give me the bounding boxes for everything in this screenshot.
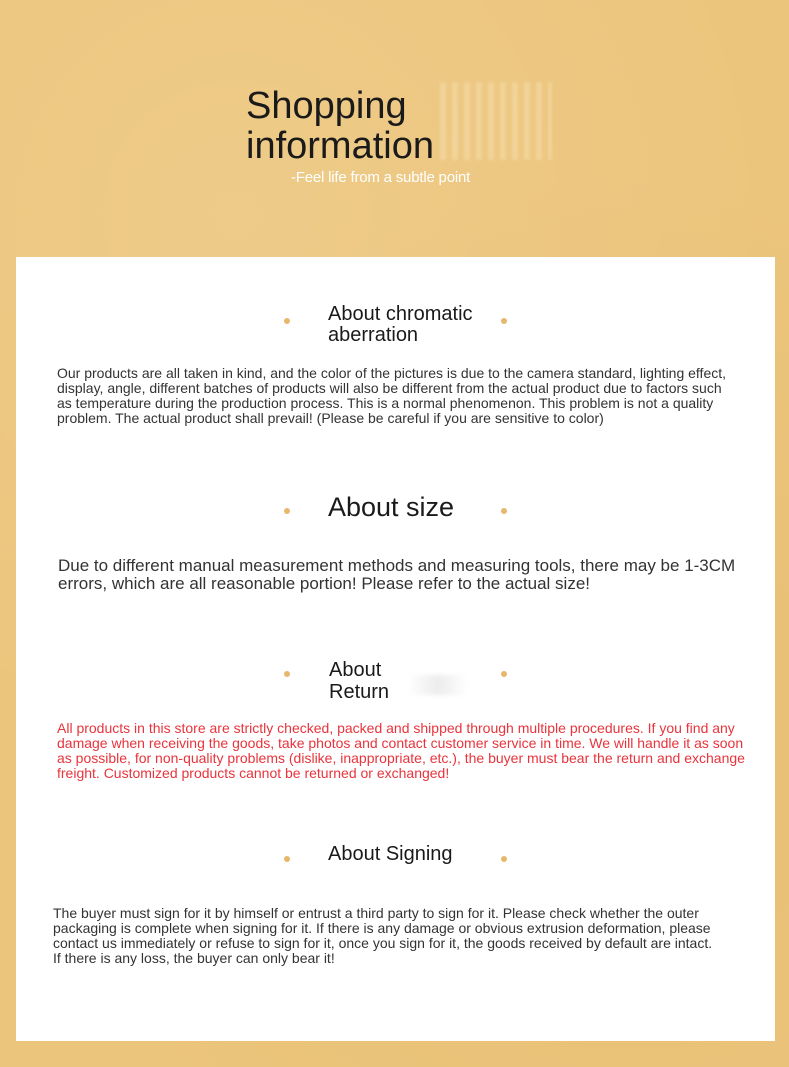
heading-watermark [408,675,468,695]
info-card [16,257,775,1041]
section-bullet-right-icon [501,856,507,862]
section-heading-return: About Return [329,659,390,703]
section-body-return: All products in this store are strictly checked, packed and shipped through multiple procedures. If you find any damage when receiving the goods, take photos and contact customer service in time. We will handle it as soon as possible, for non-quality problems (dislike, inappropriate, etc.), the buyer must bear the return and exchange freight. Customized products cannot be returned or exchanged! [57,720,745,781]
page-title-line-2: information [246,125,434,167]
title-watermark [440,82,552,160]
section-body-size: Due to different manual measurement methods and measuring tools, there may be 1-3CM errors, which are all reasonable portion! Please refer to the actual size! [58,556,736,593]
section-bullet-left-icon [284,856,290,862]
section-bullet-right-icon [501,671,507,677]
page-title [246,86,434,166]
page-title-line-1: Shopping [246,85,407,127]
section-heading-chromatic-aberration: About chromatic aberration [328,303,473,346]
section-bullet-right-icon [501,318,507,324]
page-subtitle: -Feel life from a subtle point [291,169,471,186]
section-heading-size: About size [328,492,455,522]
section-body-signing: The buyer must sign for it by himself or entrust a third party to sign for it. Please check whether the outer packaging is complete when signing for it. If there is any damage or obvious extrusion deformation, please contact us immediately or refuse to sign for it, once you sign for it, the goods received by default are intact. If there is any loss, the buyer can only bear it! [53,905,713,966]
section-body-chromatic-aberration: Our products are all taken in kind, and the color of the pictures is due to the camera standard, lighting effect, display, angle, different batches of products will also be different from the actual product due to factors such as temperature during the production process. This is a normal phenomenon. This problem is not a quality problem. The actual product shall prevail! (Please be careful if you are sensitive to color) [57,365,727,426]
section-bullet-left-icon [284,508,290,514]
section-heading-signing: About Signing [328,843,453,865]
section-bullet-right-icon [501,508,507,514]
section-bullet-left-icon [284,671,290,677]
section-bullet-left-icon [284,318,290,324]
